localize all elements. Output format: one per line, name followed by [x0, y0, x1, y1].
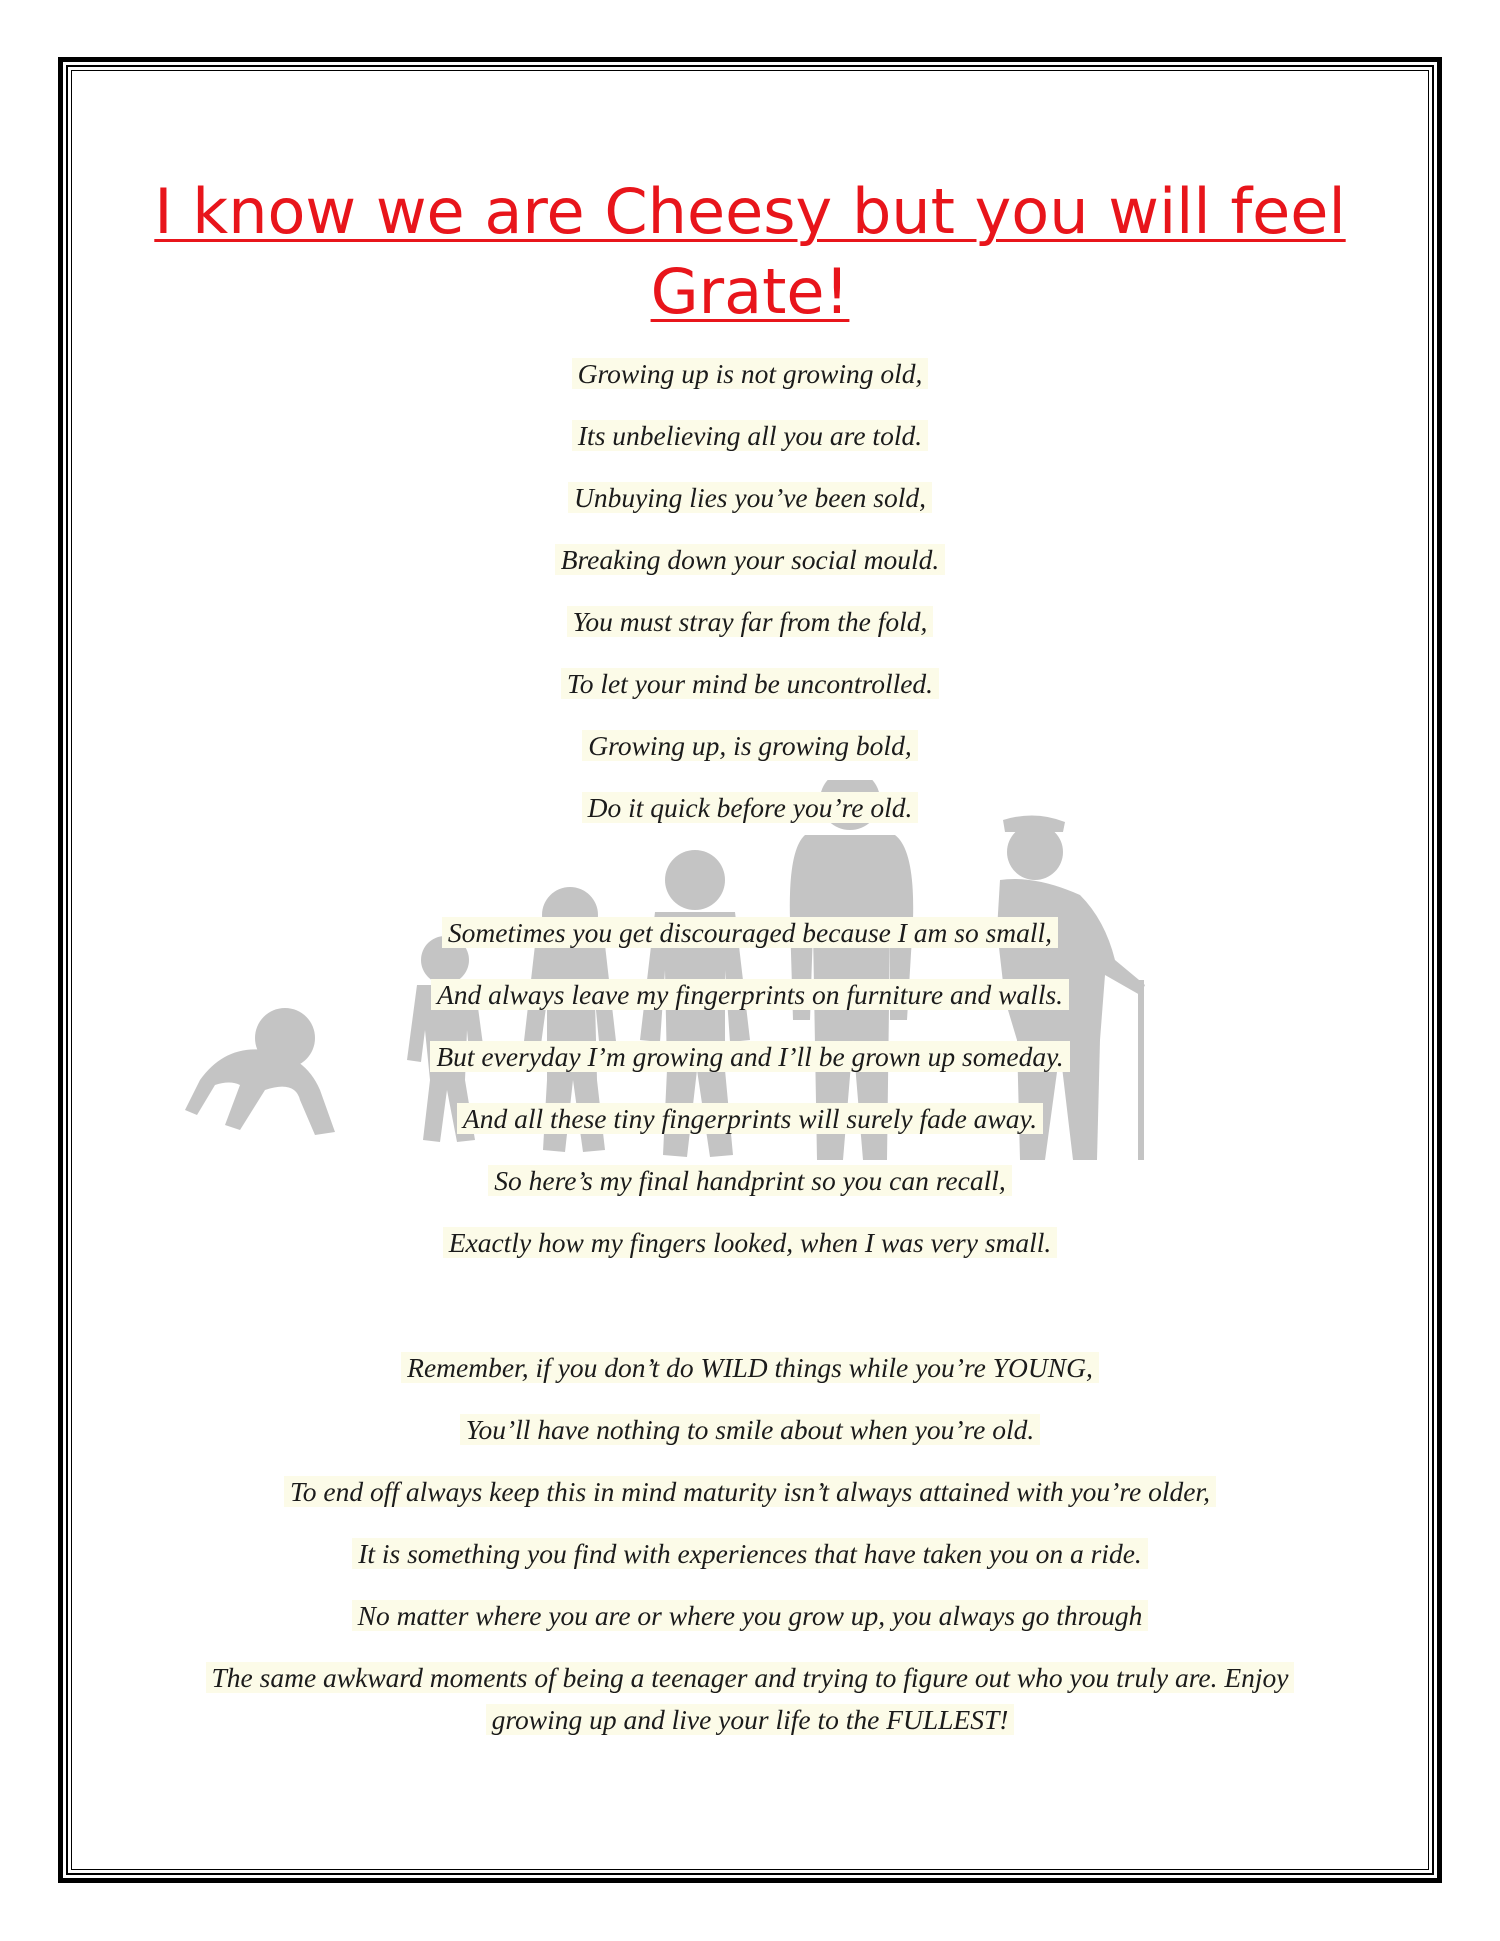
poem-line: You’ll have nothing to smile about when you’re old. [120, 1399, 1380, 1461]
stanza-3 [120, 1337, 1380, 1741]
poem-line: And all these tiny fingerprints will surely fade away. [120, 1088, 1380, 1150]
poem-line: Growing up is not growing old, [120, 343, 1380, 405]
poem-line: No matter where you are or where you grow up, you always go through [120, 1585, 1380, 1647]
stanza-2 [120, 902, 1380, 1274]
poem-line: Exactly how my fingers looked, when I was very small. [120, 1212, 1380, 1274]
poem-line: Breaking down your social mould. [120, 529, 1380, 591]
poem-line: Do it quick before you’re old. [120, 777, 1380, 839]
poem-line: Its unbelieving all you are told. [120, 405, 1380, 467]
poem-line: To let your mind be uncontrolled. [120, 653, 1380, 715]
poem-line: Remember, if you don’t do WILD things while you’re YOUNG, [120, 1337, 1380, 1399]
poem-line: It is something you find with experiences that have taken you on a ride. [120, 1523, 1380, 1585]
poem-line: The same awkward moments of being a teenager and trying to figure out who you truly are. Enjoy growing up and live your life to the FULLEST! [120, 1647, 1380, 1741]
poem-line: To end off always keep this in mind maturity isn’t always attained with you’re older, [120, 1461, 1380, 1523]
stanza-1 [120, 343, 1380, 839]
poem-line: Unbuying lies you’ve been sold, [120, 467, 1380, 529]
poem-line: Sometimes you get discouraged because I am so small, [120, 902, 1380, 964]
page-title: I know we are Cheesy but you will feel Grate! [154, 175, 1346, 328]
poem-line: Growing up, is growing bold, [120, 715, 1380, 777]
poem-line: And always leave my fingerprints on furniture and walls. [120, 964, 1380, 1026]
poem-line: But everyday I’m growing and I’ll be grown up someday. [120, 1026, 1380, 1088]
poem-line: So here’s my final handprint so you can recall, [120, 1150, 1380, 1212]
poem-line: You must stray far from the fold, [120, 591, 1380, 653]
